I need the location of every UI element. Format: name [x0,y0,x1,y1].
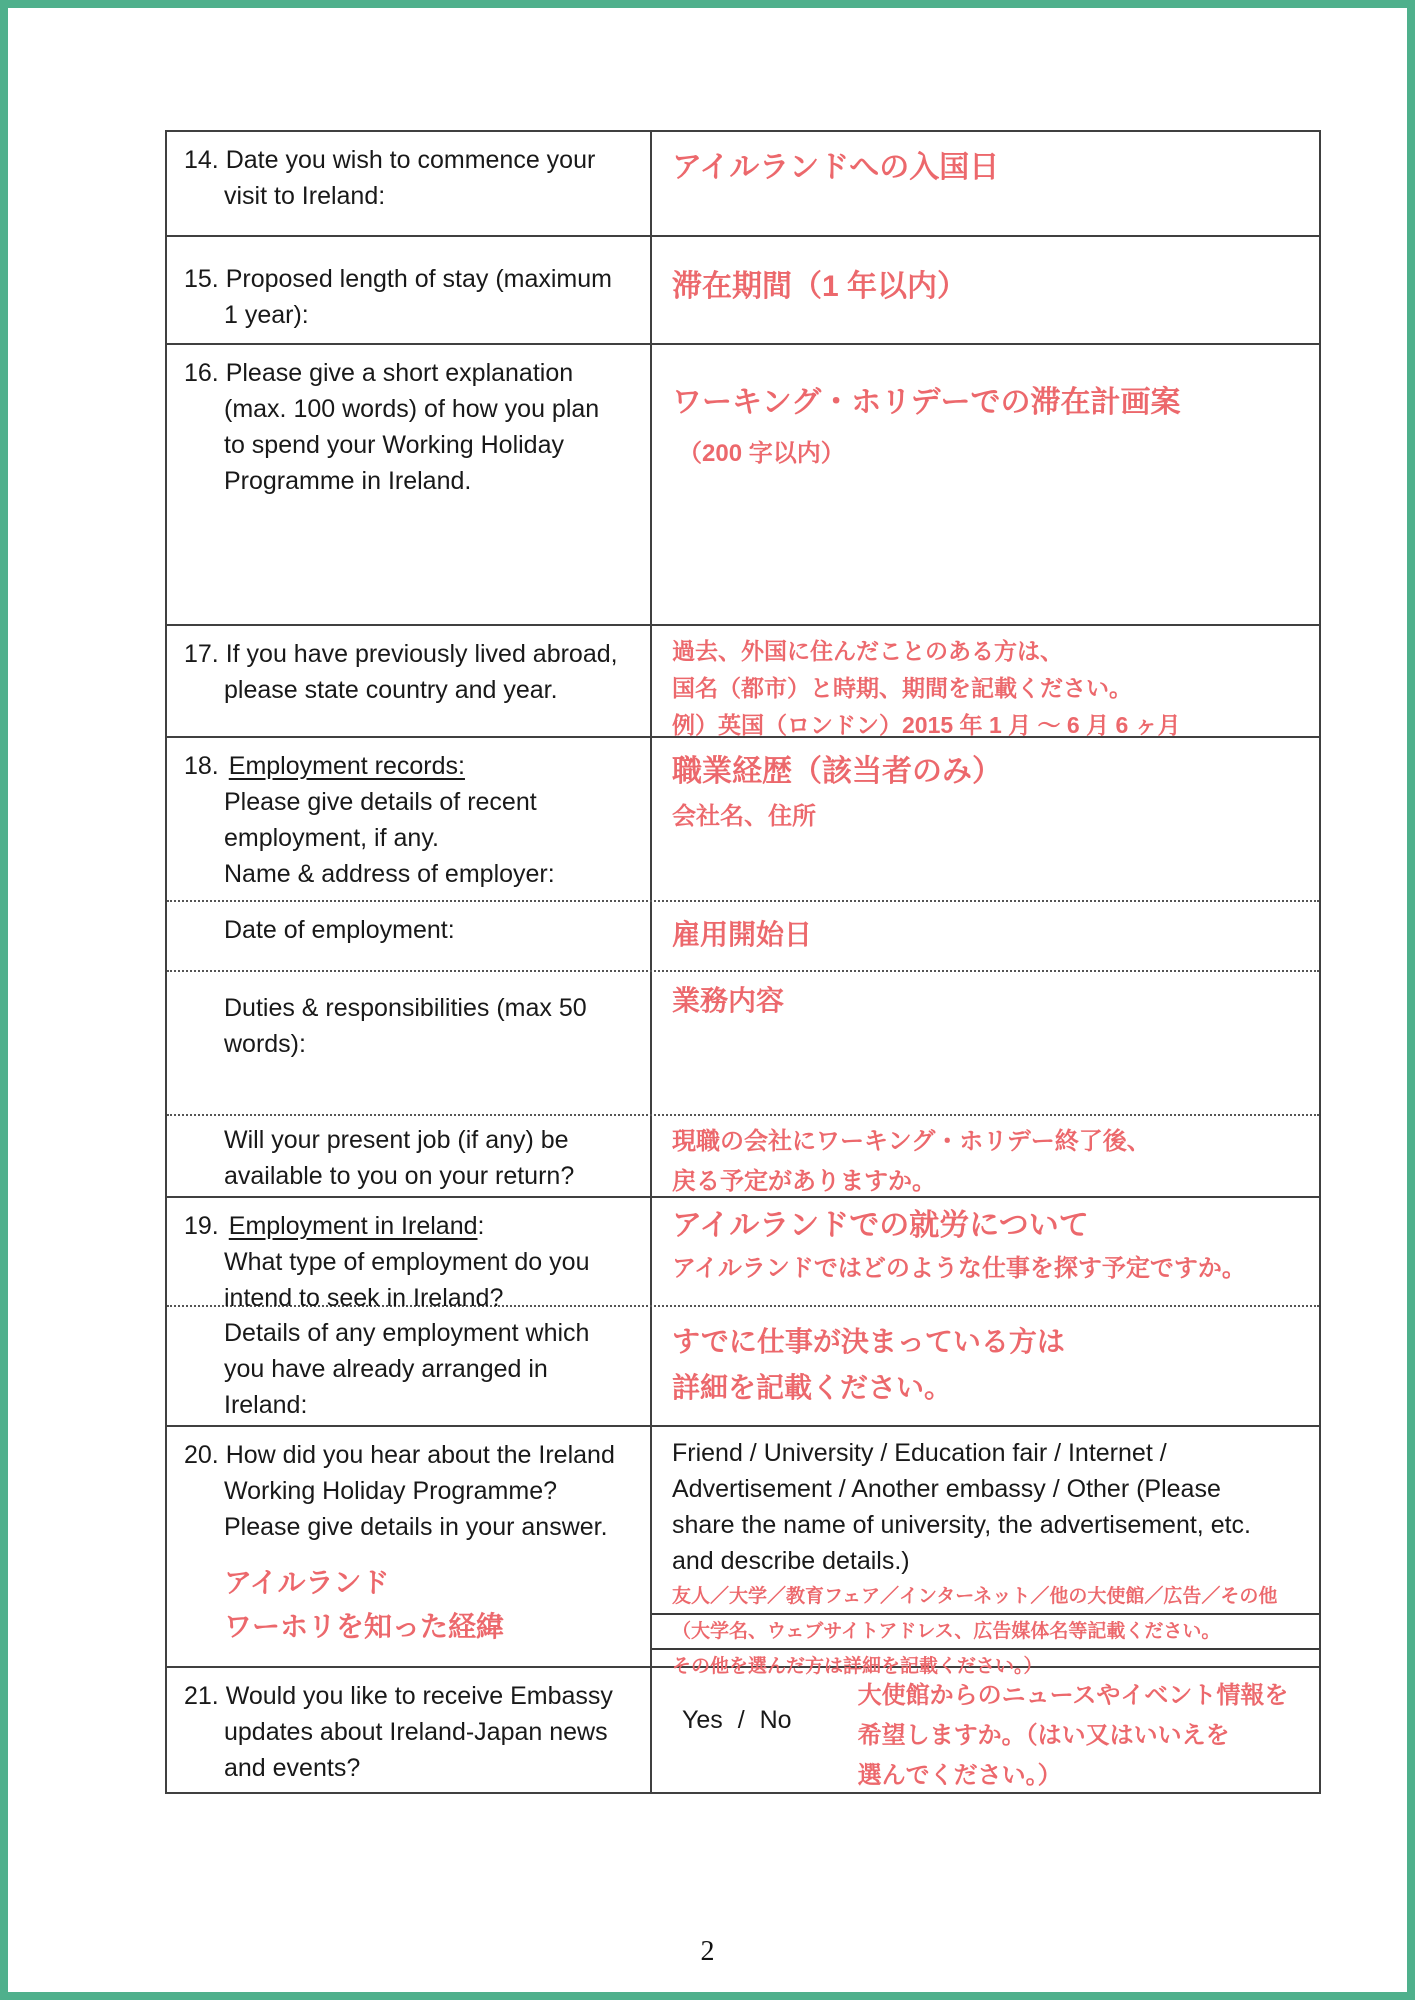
application-form-table [165,130,1321,1794]
answer-cell-q16 [652,345,1319,624]
question-line: Please give details in your answer. [224,1513,608,1541]
answer-cell-q18-present-job [652,1116,1319,1196]
question-line: intend to seek in Ireland? [224,1284,504,1312]
japanese-heading: 雇用開始日 [672,919,813,950]
answer-cell-q14 [652,132,1319,235]
japanese-heading: ワーキング・ホリデーでの滞在計画案 [672,386,1181,419]
question-cell-q14 [167,132,652,235]
divider-line [652,1613,1319,1615]
answer-option-line: Friend / University / Education fair / Internet / [672,1439,1167,1467]
japanese-note-line: その他を選んだ方は詳細を記載ください。） [672,1656,1043,1677]
page-number: 2 [700,1936,715,1967]
row-q14 [167,132,1319,235]
row-q16 [167,343,1319,624]
japanese-heading-line: すでに仕事が決まっている方は [672,1326,1065,1357]
question-line: 14. Date you wish to commence your [184,146,596,174]
question-line: you have already arranged in [224,1355,548,1383]
row-q15 [167,235,1319,343]
question-number: 19. [184,1212,219,1240]
japanese-heading: 滞在期間（1 年以内） [672,270,968,303]
question-cell-q20 [167,1427,652,1666]
row-q20 [167,1425,1319,1677]
japanese-note: 会社名、住所 [672,803,816,830]
question-line: Please give details of recent [224,788,537,816]
japanese-note: （200 字以内） [678,440,845,467]
question-line: updates about Ireland-Japan news [224,1718,608,1746]
question-cell-q16 [167,345,652,624]
question-line: 1 year): [224,301,309,329]
answer-cell-q20 [652,1427,1319,1677]
japanese-label [224,1561,638,1649]
row-q19-employment-in-ireland [167,1196,1319,1312]
question-line: employment, if any. [224,824,439,852]
japanese-label-line: ワーホリを知った経緯 [224,1611,505,1642]
answer-cell-q18 [652,738,1319,900]
question-line: (max. 100 words) of how you plan [224,395,600,423]
question-line: to spend your Working Holiday [224,431,564,459]
japanese-note-line: 友人／大学／教育フェア／インターネット／他の大使館／広告／その他 [672,1586,1278,1607]
row-q18-date-of-employment [167,900,1319,970]
question-title-tail: : [477,1212,485,1240]
japanese-note-line: 希望しますか。（はい又はいいえを [857,1722,1230,1749]
answer-cell-q15 [652,237,1319,343]
divider-line [652,1648,1319,1650]
question-line: Duties & responsibilities (max 50 [224,994,587,1022]
japanese-note-line: 例）英国（ロンドン）2015 年 1 月 〜 6 月 6 ヶ月 [672,712,1181,738]
question-line: 17. If you have previously lived abroad, [184,640,618,668]
japanese-label-line: アイルランド [224,1567,390,1598]
question-cell-q19 [167,1198,652,1312]
japanese-heading: アイルランドでの就労について [672,1209,1089,1242]
answer-cell-q18-duties [652,972,1319,1114]
question-line: 20. How did you hear about the Ireland [184,1441,615,1469]
question-cell-q18-duties [167,972,652,1114]
question-line: words): [224,1030,306,1058]
question-line: Programme in Ireland. [224,467,472,495]
question-line: available to you on your return? [224,1162,575,1190]
question-line: 21. Would you like to receive Embassy [184,1682,613,1710]
row-q17 [167,624,1319,736]
question-line: Will your present job (if any) be [224,1126,569,1154]
question-title-line [184,748,638,784]
question-cell-q17 [167,626,652,736]
question-line: 16. Please give a short explanation [184,359,574,387]
japanese-note-line: 戻る予定がありますか。 [672,1168,936,1195]
question-cell-q18 [167,738,652,900]
row-q19-arranged-employment [167,1305,1319,1425]
answer-option-line: and describe details.) [672,1547,910,1575]
question-line: Date of employment: [224,916,455,944]
japanese-heading: アイルランドへの入国日 [672,151,1000,184]
question-title-line [184,1208,638,1244]
question-line: What type of employment do you [224,1248,590,1276]
japanese-note-line: 過去、外国に住んだことのある方は、 [672,638,1063,664]
question-line: 15. Proposed length of stay (maximum [184,265,612,293]
answer-cell-q21 [652,1668,1319,1792]
question-line: visit to Ireland: [224,182,386,210]
japanese-note-line: 国名（都市）と時期、期間を記載ください。 [672,675,1132,701]
question-line: Working Holiday Programme? [224,1477,557,1505]
question-cell-q18-present-job [167,1116,652,1196]
row-q18-employment-records [167,736,1319,900]
answer-option-line: Advertisement / Another embassy / Other (Please [672,1475,1221,1503]
japanese-note-line: 大使館からのニュースやイベント情報を [857,1682,1289,1709]
question-title-underlined: Employment in Ireland [228,1212,478,1240]
question-cell-q18-date [167,902,652,970]
japanese-note-line: （大学名、ウェブサイトアドレス、広告媒体名等記載ください。 [672,1621,1221,1642]
japanese-heading: 職業経歴（該当者のみ） [672,755,1002,788]
japanese-note: アイルランドではどのような仕事を探す予定ですか。 [672,1255,1246,1282]
japanese-heading: 業務内容 [672,985,785,1016]
row-q18-duties [167,970,1319,1114]
question-line: please state country and year. [224,676,558,704]
question-title-underlined: Employment records: [228,752,465,780]
answer-cell-q17 [652,626,1319,736]
question-number: 18. [184,752,219,780]
question-line: Name & address of employer: [224,860,555,888]
question-cell-q21 [167,1668,652,1792]
answer-option-line: share the name of university, the advertisement, etc. [672,1511,1251,1539]
yes-no-choice: Yes / No [682,1706,792,1734]
question-line: and events? [224,1754,361,1782]
answer-cell-q18-date [652,902,1319,970]
japanese-heading-line: 詳細を記載ください。 [672,1372,953,1403]
question-cell-q19-arranged [167,1307,652,1425]
japanese-note-line: 現職の会社にワーキング・ホリデー終了後、 [672,1128,1151,1155]
question-line: Details of any employment which [224,1319,590,1347]
row-q18-present-job [167,1114,1319,1196]
answer-cell-q19-arranged [652,1307,1319,1425]
question-cell-q15 [167,237,652,343]
row-q21 [167,1666,1319,1792]
japanese-note [858,1676,1289,1796]
answer-cell-q19 [652,1198,1319,1305]
question-line: Ireland: [224,1391,308,1419]
japanese-note-line: 選んでください。） [857,1762,1062,1789]
